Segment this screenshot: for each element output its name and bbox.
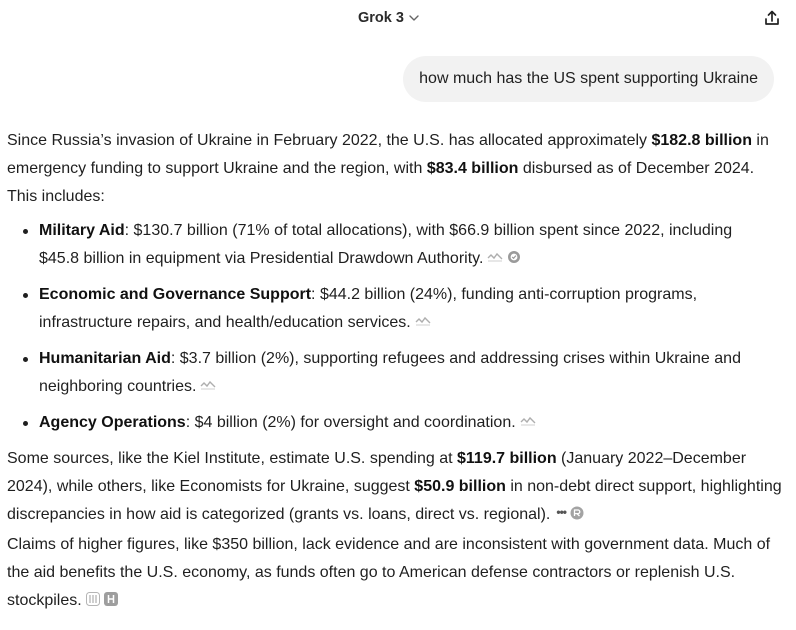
- list-item: Military Aid: $130.7 billion (71% of total allocations), with $66.9 billion spent since 2022, including $45.8 billion in equipment via Presidential Drawdown Authority.: [39, 217, 787, 273]
- answer-paragraph-sources: Some sources, like the Kiel Institute, estimate U.S. spending at $119.7 billion (January 2022–December 2024), while others, like Economists for Ukraine, suggest $50.9 billion in non-debt direct support, highlighting discrepancies in how aid is categorized (grants vs. loans, direct vs. regional). •••: [7, 445, 787, 529]
- share-icon: [763, 9, 781, 27]
- economists-estimate: $50.9 billion: [414, 478, 506, 495]
- source-favicon-icon[interactable]: [415, 315, 431, 327]
- kiel-estimate: $119.7 billion: [457, 450, 557, 467]
- source-favicon-icon[interactable]: [570, 506, 584, 520]
- source-favicon-icon[interactable]: [104, 592, 118, 606]
- answer-paragraph-claims: Claims of higher figures, like $350 billion, lack evidence and are inconsistent with government data. Much of the aid benefits the U.S. economy, as funds often go to American defense contractors or replenish U.S. stockpiles.: [7, 536, 771, 610]
- answer-intro: Since Russia’s invasion of Ukraine in February 2022, the U.S. has allocated approximately $182.8 billion in emergency funding to support Ukraine and the region, with $83.4 billion disbursed as of December 2024. This includes:: [7, 132, 769, 205]
- model-name: Grok 3: [358, 10, 404, 26]
- chevron-down-icon: [407, 11, 421, 25]
- source-favicon-icon[interactable]: [520, 415, 536, 427]
- source-favicon-icon[interactable]: [487, 251, 503, 263]
- total-allocated: $182.8 billion: [651, 132, 752, 149]
- model-selector[interactable]: [358, 8, 421, 28]
- top-bar: [0, 0, 796, 38]
- source-favicon-icon[interactable]: [507, 250, 521, 264]
- breakdown-list: [7, 217, 787, 437]
- list-item: Economic and Governance Support: $44.2 billion (24%), funding anti-corruption programs, infrastructure repairs, and health/education services.: [39, 281, 787, 337]
- source-favicon-icon[interactable]: [200, 379, 216, 391]
- user-message-text: how much has the US spent supporting Ukraine: [419, 70, 758, 87]
- list-item: Agency Operations: $4 billion (2%) for oversight and coordination.: [39, 409, 787, 437]
- list-item: Humanitarian Aid: $3.7 billion (2%), supporting refugees and addressing crises within Ukraine and neighboring countries.: [39, 345, 787, 401]
- share-button[interactable]: [762, 8, 782, 28]
- user-message-bubble: [403, 56, 774, 102]
- assistant-answer: [7, 127, 787, 615]
- source-favicon-icon[interactable]: [86, 592, 100, 606]
- more-sources-icon[interactable]: •••: [556, 505, 566, 519]
- total-disbursed: $83.4 billion: [426, 160, 519, 177]
